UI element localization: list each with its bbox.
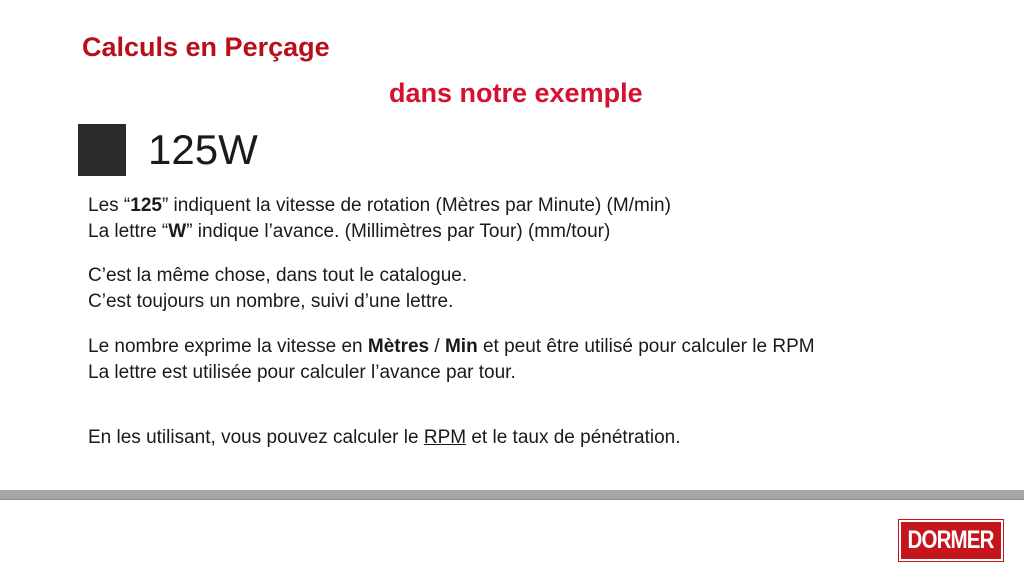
paragraph-line: Le nombre exprime la vitesse en Mètres / Min et peut être utilisé pour calculer le RPM [88, 336, 815, 357]
paragraph-code-meaning [88, 193, 671, 245]
square-bullet-icon [78, 124, 126, 176]
code-value: 125W [148, 126, 258, 173]
paragraph-line: C’est toujours un nombre, suivi d’une lettre. [88, 291, 454, 312]
footer-divider [0, 490, 1024, 500]
paragraph-line: C’est la même chose, dans tout le catalogue. [88, 265, 468, 286]
paragraph-usage [88, 334, 815, 386]
paragraph-conclusion: En les utilisant, vous pouvez calculer le RPM et le taux de pénétration. [88, 427, 681, 448]
dormer-logo: DORMER [899, 520, 1003, 561]
rpm-link[interactable]: RPM [423, 427, 467, 448]
slide-subtitle: dans notre exemple [389, 78, 643, 108]
paragraph-line: Les “125” indiquent la vitesse de rotation (Mètres par Minute) (M/min) [88, 195, 671, 216]
paragraph-line: La lettre “W” indique l’avance. (Millimètres par Tour) (mm/tour) [88, 221, 611, 242]
code-example [78, 122, 258, 178]
slide-title: Calculs en Perçage [82, 32, 330, 62]
paragraph-catalogue [88, 263, 467, 315]
paragraph-line: La lettre est utilisée pour calculer l’avance par tour. [88, 362, 516, 383]
